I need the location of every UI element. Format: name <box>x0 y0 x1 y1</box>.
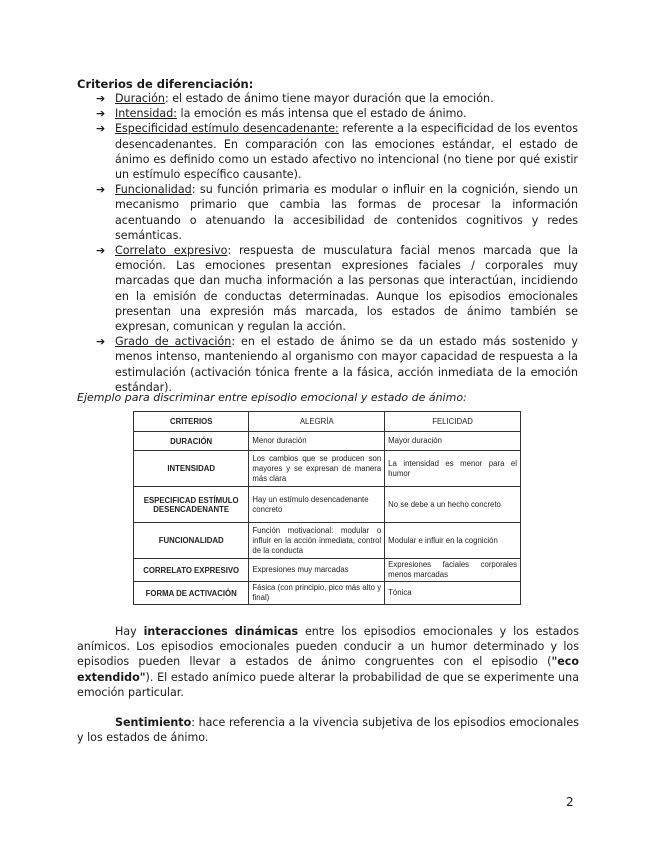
arrow-bullet-icon: ➔ <box>96 335 106 349</box>
table-cell: Menor duración <box>249 432 385 451</box>
table-cell: Hay un estímulo desencadenante concreto <box>249 487 385 523</box>
table-cell: Fásica (con principio, pico más alto y final) <box>249 582 385 605</box>
table-cell-criterion: FUNCIONALIDAD <box>134 523 249 559</box>
table-cell: Modular e influir en la cognición <box>385 523 521 559</box>
paragraph-text: ). El estado anímico puede alterar la probabilidad de que se experimente una emoción particular. <box>77 670 579 699</box>
table-row <box>134 432 521 451</box>
paragraph-text: Hay <box>115 625 144 638</box>
table-row <box>134 451 521 487</box>
header-felicidad: FELICIDAD <box>385 412 521 432</box>
list-item <box>96 182 578 243</box>
table-cell-criterion: DURACIÓN <box>134 432 249 451</box>
paragraph-text: : hace referencia a la vivencia subjetiva de los episodios emocionales y los estados de ánimo. <box>77 716 579 745</box>
table-cell-criterion: INTENSIDAD <box>134 451 249 487</box>
section-heading: Criterios de diferenciación: <box>77 77 254 91</box>
criterion-term: Grado de activación <box>115 335 232 349</box>
criterion-text: : su función primaria es modular o influir en la cognición, siendo un mecanismo primario que cambia las formas de procesar la información acentuando o atenuando la accesibilidad de contenidos cognitivos y redes semánticas. <box>115 183 578 242</box>
criterion-text: : el estado de ánimo tiene mayor duración que la emoción. <box>164 92 494 105</box>
table-header-row <box>134 412 521 432</box>
page-number: 2 <box>566 795 574 809</box>
table-cell: Mayor duración <box>385 432 521 451</box>
table-row <box>134 559 521 582</box>
example-title: Ejemplo para discriminar entre episodio emocional y estado de ánimo: <box>77 391 467 404</box>
table-row <box>134 523 521 559</box>
table-cell: La intensidad es menor para el humor <box>385 451 521 487</box>
table-cell-criterion: CORRELATO EXPRESIVO <box>134 559 249 582</box>
arrow-bullet-icon: ➔ <box>96 122 106 136</box>
criterion-text: referente a la especificidad de los eventos desencadenantes. En comparación con las emociones estándar, el estado de ánimo es definido como un estado afectivo no intencional (no tiene por qué existir un estímulo específico causante). <box>115 122 578 182</box>
table-cell-criterion: ESPECIFICAD ESTÍMULO DESENCADENANTE <box>134 487 249 523</box>
list-item <box>96 243 578 334</box>
arrow-bullet-icon: ➔ <box>96 107 106 121</box>
list-item <box>96 106 578 121</box>
table-cell: Expresiones muy marcadas <box>249 559 385 582</box>
table-cell: Los cambios que se producen son mayores y se expresan de manera más clara <box>249 451 385 487</box>
criterion-term: Correlato expresivo <box>115 244 228 258</box>
table-row <box>134 487 521 523</box>
paragraph-sentimiento <box>77 715 579 745</box>
list-item <box>96 121 578 182</box>
comparison-table <box>133 411 521 605</box>
table-cell: No se debe a un hecho concreto <box>385 487 521 523</box>
criterion-term: Intensidad: <box>115 107 177 121</box>
criterion-text: : respuesta de musculatura facial menos marcada que la emoción. Las emociones presentan expresiones faciales / corporales muy marcadas que dan mucha información a las personas que interactúan, incidiendo en la emisión de conductas determinadas. Aunque los episodios emocionales presentan una expresión más marcada, los estados de ánimo también se expresan, comunican y regulan la acción. <box>115 244 578 334</box>
criterion-term: Especificidad estímulo desencadenante: <box>115 122 339 136</box>
criterion-text: la emoción es más intensa que el estado de ánimo. <box>177 107 467 121</box>
table-cell: Tónica <box>385 582 521 605</box>
table-row <box>134 582 521 605</box>
list-item <box>96 91 578 106</box>
bold-term: Sentimiento <box>115 716 192 729</box>
criterion-text: : en el estado de ánimo se da un estado más sostenido y menos intenso, manteniendo al organismo con mayor capacidad de respuesta a la estimulación (activación tónica frente a la fásica, acción inmediata de la emoción estándar). <box>115 335 579 394</box>
header-criterios: CRITERIOS <box>134 412 249 432</box>
bold-term: interacciones dinámicas <box>143 625 299 638</box>
table-cell-criterion: FORMA DE ACTIVACIÓN <box>134 582 249 605</box>
criterion-term: Funcionalidad <box>115 183 192 197</box>
arrow-bullet-icon: ➔ <box>96 183 106 197</box>
paragraph-text: entre los episodios emocionales y los estados anímicos. Los episodios emocionales pueden conducir a un humor determinado y los episodios pueden llevar a estados de ánimo congruentes con el episodio ( <box>77 625 580 669</box>
paragraph-interactions <box>77 624 579 700</box>
header-alegria: ALEGRÍA <box>249 412 385 432</box>
arrow-bullet-icon: ➔ <box>96 244 106 258</box>
criteria-list <box>96 91 578 395</box>
bold-term: "eco extendido" <box>77 655 579 684</box>
criterion-term: Duración <box>115 92 165 105</box>
table-cell: Función motivacional: modular o influir en la acción inmediata, control de la conducta <box>249 523 385 559</box>
arrow-bullet-icon: ➔ <box>96 92 106 105</box>
list-item <box>96 334 578 395</box>
table-cell: Expresiones faciales corporales menos marcadas <box>385 559 521 582</box>
